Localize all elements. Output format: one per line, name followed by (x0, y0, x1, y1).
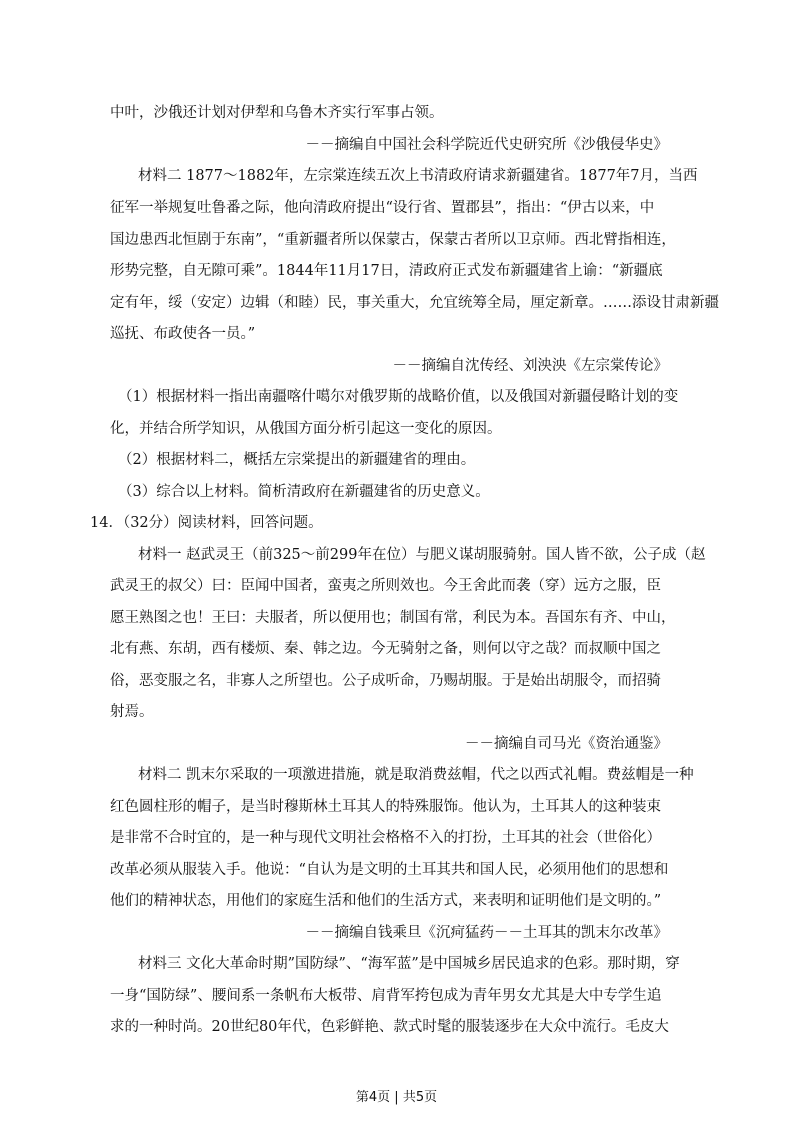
question-line: 化，并结合所学知识，从俄国方面分析引起这一变化的原因。 (110, 421, 502, 437)
text-line: 定有年，绥（安定）边辑（和睦）民，事关重大，允宜统筹全局，厘定新章。……添设甘肃新疆 (110, 295, 719, 311)
text-line: 征军一举规复吐鲁番之际，他向清政府提出“设行省、置郡县”，指出：“伊古以来，中 (110, 200, 655, 216)
question-line: （3）综合以上材料。简析清政府在新疆建省的历史意义。 (118, 484, 490, 500)
text-line: 武灵王的叔父）曰：臣闻中国者，蛮夷之所则效也。今王舍此而袭（穿）远方之服，臣 (110, 578, 661, 594)
question-heading: 14．（32分）阅读材料，回答问题。 (90, 515, 323, 531)
text-line: 求的一种时尚。20世纪80年代，色彩鲜艳、款式时髦的服装逐步在大众中流行。毛皮大 (110, 1019, 669, 1035)
citation-line: －－摘编自中国社会科学院近代史研究所《沙俄侵华史》 (305, 137, 668, 153)
text-line: 形势完整，自无隙可乘”。1844年11月17日，清政府正式发布新疆建省上谕：“新疆底 (110, 263, 663, 279)
question-line: （1）根据材料一指出南疆喀什噶尔对俄罗斯的战略价值，以及俄国对新疆侵略计划的变 (118, 389, 679, 405)
text-line: 愿王熟图之也！王曰：夫服者，所以便用也；制国有常，利民为本。吾国东有齐、中山， (110, 610, 676, 626)
text-line: 材料三 文化大革命时期”国防绿”、“海军蓝”是中国城乡居民追求的色彩。那时期，穿 (138, 956, 680, 972)
citation-line: －－摘编自司马光《资治通鉴》 (465, 736, 668, 752)
text-line: 材料二 凯末尔采取的一项激进措施，就是取消费兹帽，代之以西式礼帽。费兹帽是一种 (138, 767, 694, 783)
question-line: （2）根据材料二，概括左宗棠提出的新疆建省的理由。 (118, 452, 476, 468)
text-line: 材料二 1877～1882年，左宗棠连续五次上书清政府请求新疆建省。1877年7月，当西 (138, 168, 698, 184)
text-line: 中叶，沙俄还计划对伊犁和乌鲁木齐实行军事占领。 (110, 105, 444, 121)
text-line: 北有燕、东胡，西有楼烦、秦、韩之边。今无骑射之备，则何以守之哉？而叔顺中国之 (110, 641, 661, 657)
text-line: 俗，恶变服之名，非寡人之所望也。公子成听命，乃赐胡服。于是始出胡服令，而招骑 (110, 673, 661, 689)
text-line: 射焉。 (110, 704, 154, 720)
text-line: 红色圆柱形的帽子，是当时穆斯林土耳其人的特殊服饰。他认为，土耳其人的这种装束 (110, 799, 661, 815)
text-line: 材料一 赵武灵王（前325～前299年在位）与肥义谋胡服骑射。国人皆不欲，公子成（赵 (138, 547, 706, 563)
citation-line: －－摘编自钱乘旦《沉疴猛药－－土耳其的凯末尔改革》 (305, 925, 668, 941)
text-line: 改革必须从服装入手。他说：“自认为是文明的土耳其共和国人民，必须用他们的思想和 (110, 862, 669, 878)
text-line: 是非常不合时宜的，是一种与现代文明社会格格不入的打扮，土耳其的社会（世俗化） (110, 830, 661, 846)
text-line: 国边患西北恒剧于东南”，“重新疆者所以保蒙古，保蒙古者所以卫京师。西北臂指相连， (110, 232, 676, 248)
text-line: 一身“国防绿”、腰间系一条帆布大板带、肩背军挎包成为青年男女尤其是大中专学生追 (110, 988, 662, 1004)
text-line: 巡抚、布政使各一员。” (110, 326, 256, 342)
text-line: 他们的精神状态，用他们的家庭生活和他们的生活方式，来表明和证明他们是文明的。” (110, 893, 662, 909)
citation-line: －－摘编自沈传经、刘泱泱《左宗棠传论》 (392, 358, 668, 374)
page-footer: 第4页 | 共5页 (355, 1090, 438, 1105)
